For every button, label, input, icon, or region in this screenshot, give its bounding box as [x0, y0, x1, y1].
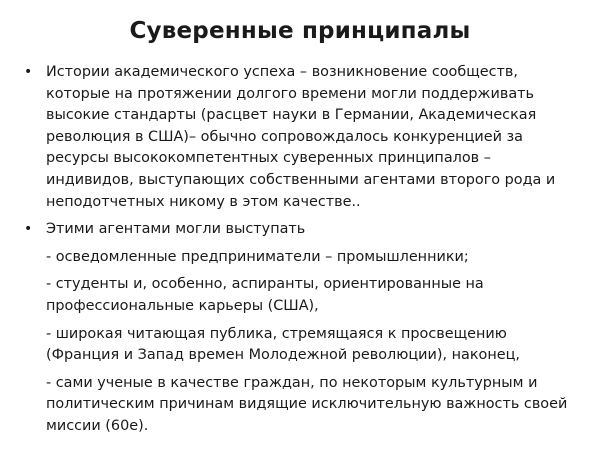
- slide-content: [22, 62, 580, 444]
- slide-title: Суверенные принципалы: [129, 18, 471, 44]
- bullet-text: Истории академического успеха – возникновение сообществ, которые на протяжении долгого времени могли поддерживать высокие стандарты (расцвет науки в Германии, Академическая революция в США)– обычно сопровождалось конкуренцией за ресурсы высококомпетентных суверенных принципалов – индивидов, выступающих собственными агентами второго рода и неподотчетных никому в этом качестве..: [46, 64, 556, 210]
- sub-item: - осведомленные предприниматели – промышленники;: [46, 248, 469, 265]
- sub-item: - широкая читающая публика, стремящаяся к просвещению (Франция и Запад времен Молодежной революции), наконец,: [46, 325, 520, 364]
- sub-item: - сами ученые в качестве граждан, по некоторым культурным и политическим причинам видящие исключительную важность своей миссии (60е).: [46, 374, 568, 434]
- bullet-marker: •: [24, 221, 33, 238]
- bullet-text: Этими агентами могли выступать: [46, 221, 306, 238]
- bullet-item: [22, 62, 580, 213]
- bullet-item: [22, 219, 580, 241]
- bullet-marker: •: [24, 64, 33, 80]
- sub-item: - студенты и, особенно, аспиранты, ориентированные на профессиональные карьеры (США),: [46, 276, 484, 314]
